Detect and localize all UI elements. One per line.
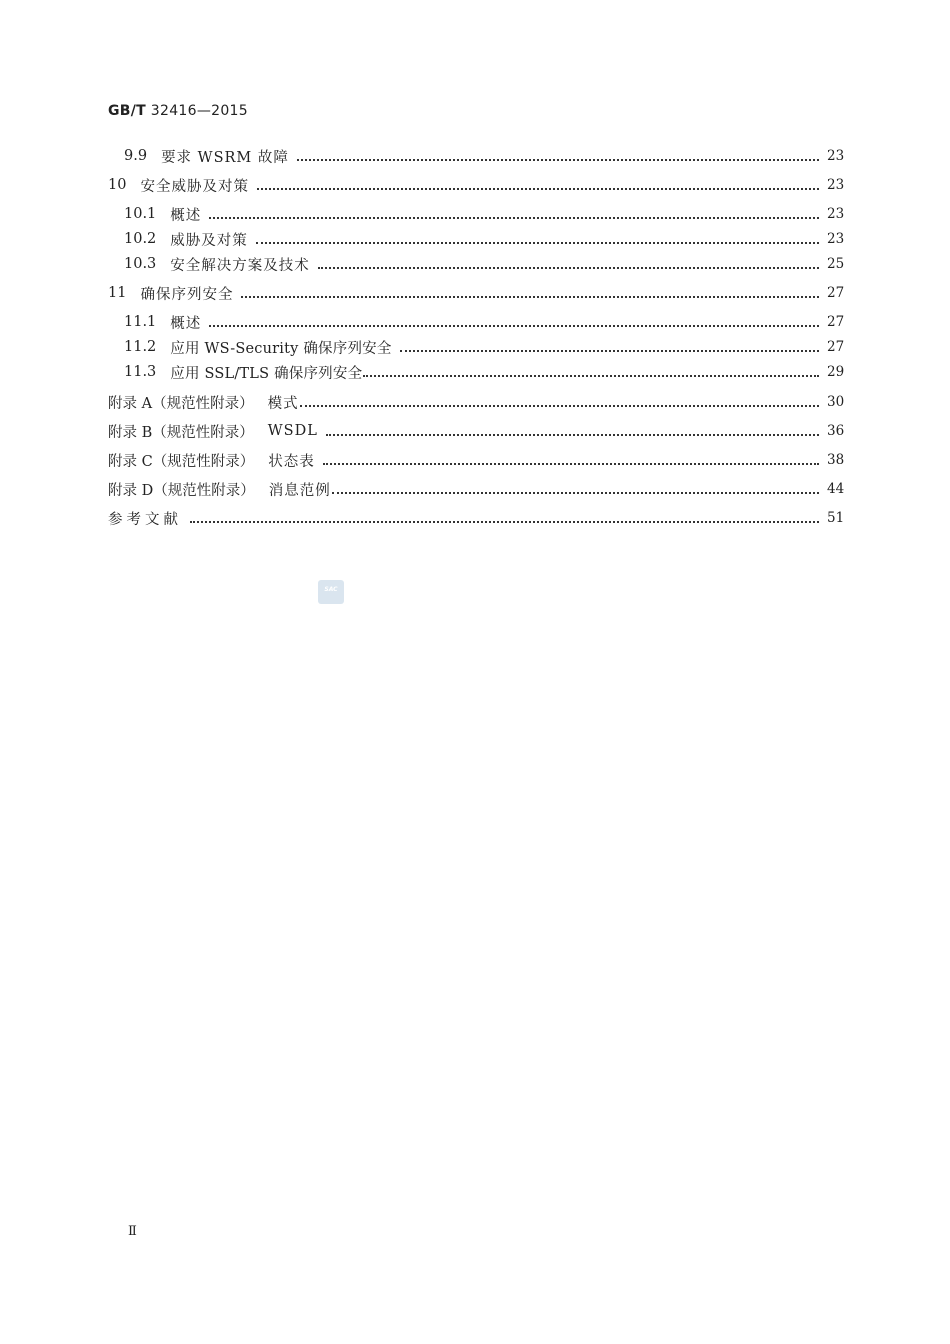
toc-leader <box>241 295 819 298</box>
toc-page: 36 <box>827 423 845 439</box>
toc-title: 安全解决方案及技术 <box>170 257 310 274</box>
logo-text: SAC <box>324 586 338 593</box>
toc-page: 23 <box>827 148 845 164</box>
toc-number: 9.9 <box>124 148 148 164</box>
toc-page: 38 <box>827 452 845 468</box>
page-number: Ⅱ <box>128 1224 137 1239</box>
toc-number: 附录 D（规范性附录） <box>108 482 255 499</box>
toc-title: 威胁及对策 <box>170 232 248 249</box>
toc-number: 附录 A（规范性附录） <box>108 395 254 412</box>
toc-leader <box>326 433 819 436</box>
toc-number: 附录 B（规范性附录） <box>108 424 254 441</box>
toc-page: 25 <box>827 256 845 272</box>
toc-entry[interactable] <box>108 175 843 195</box>
toc-title: 安全威胁及对策 <box>140 178 249 195</box>
toc-page: 23 <box>827 231 845 247</box>
toc-title: 确保序列安全 <box>140 286 234 303</box>
standard-header <box>108 103 248 119</box>
toc-page: 44 <box>827 481 845 497</box>
toc-number: 10.3 <box>124 256 157 272</box>
toc-title: WSDL <box>267 423 318 439</box>
toc-leader <box>363 374 819 377</box>
toc-leader <box>400 349 819 352</box>
toc-page: 27 <box>827 339 845 355</box>
toc-entry[interactable] <box>108 392 843 412</box>
toc-page: 23 <box>827 177 845 193</box>
toc-title: 应用 WS-Security 确保序列安全 <box>170 340 392 357</box>
toc-leader <box>332 491 819 494</box>
toc-entry[interactable] <box>108 479 843 499</box>
toc-entry[interactable] <box>124 146 843 166</box>
toc-page: 30 <box>827 394 845 410</box>
toc-title: 参考文献 <box>108 511 182 528</box>
toc-page: 51 <box>827 510 845 526</box>
toc-number: 10.1 <box>124 206 157 222</box>
toc-number: 11 <box>108 285 127 301</box>
toc-title: 消息范例 <box>268 482 331 499</box>
toc-entry[interactable] <box>124 312 843 332</box>
toc-number: 11.3 <box>124 364 157 380</box>
toc-number: 附录 C（规范性附录） <box>108 453 255 470</box>
toc-entry[interactable] <box>124 229 843 249</box>
standard-number: 32416—2015 <box>150 103 248 119</box>
toc-title: 要求 WSRM 故障 <box>161 149 289 166</box>
toc-number: 11.1 <box>124 314 157 330</box>
toc-title: 概述 <box>170 207 202 224</box>
toc-number: 10 <box>108 177 127 193</box>
toc-leader <box>297 158 819 161</box>
toc-number: 10.2 <box>124 231 157 247</box>
toc-leader <box>209 324 819 327</box>
toc-entry[interactable] <box>108 283 843 303</box>
toc-number: 11.2 <box>124 339 157 355</box>
toc-leader <box>209 216 819 219</box>
toc-title: 状态表 <box>268 453 315 470</box>
toc-entry[interactable] <box>108 450 843 470</box>
toc-leader <box>190 520 819 523</box>
toc-page: 29 <box>827 364 845 380</box>
toc-leader <box>323 462 819 465</box>
standard-code: GB/T <box>108 103 147 119</box>
toc-entry[interactable] <box>124 337 843 357</box>
toc-entry[interactable] <box>108 508 843 528</box>
toc-entry[interactable] <box>124 204 843 224</box>
toc-page: 23 <box>827 206 845 222</box>
toc-leader <box>256 241 819 244</box>
toc-title: 模式 <box>267 395 299 412</box>
toc-page: 27 <box>827 285 845 301</box>
toc-leader <box>300 404 819 407</box>
sac-watermark-logo <box>318 580 344 604</box>
toc-leader <box>318 266 819 269</box>
toc-page: 27 <box>827 314 845 330</box>
toc-title: 应用 SSL/TLS 确保序列安全 <box>170 365 363 382</box>
toc-title: 概述 <box>170 315 202 332</box>
toc-entry[interactable] <box>108 421 843 441</box>
toc-entry[interactable] <box>124 362 843 382</box>
toc-leader <box>257 187 819 190</box>
toc-entry[interactable] <box>124 254 843 274</box>
